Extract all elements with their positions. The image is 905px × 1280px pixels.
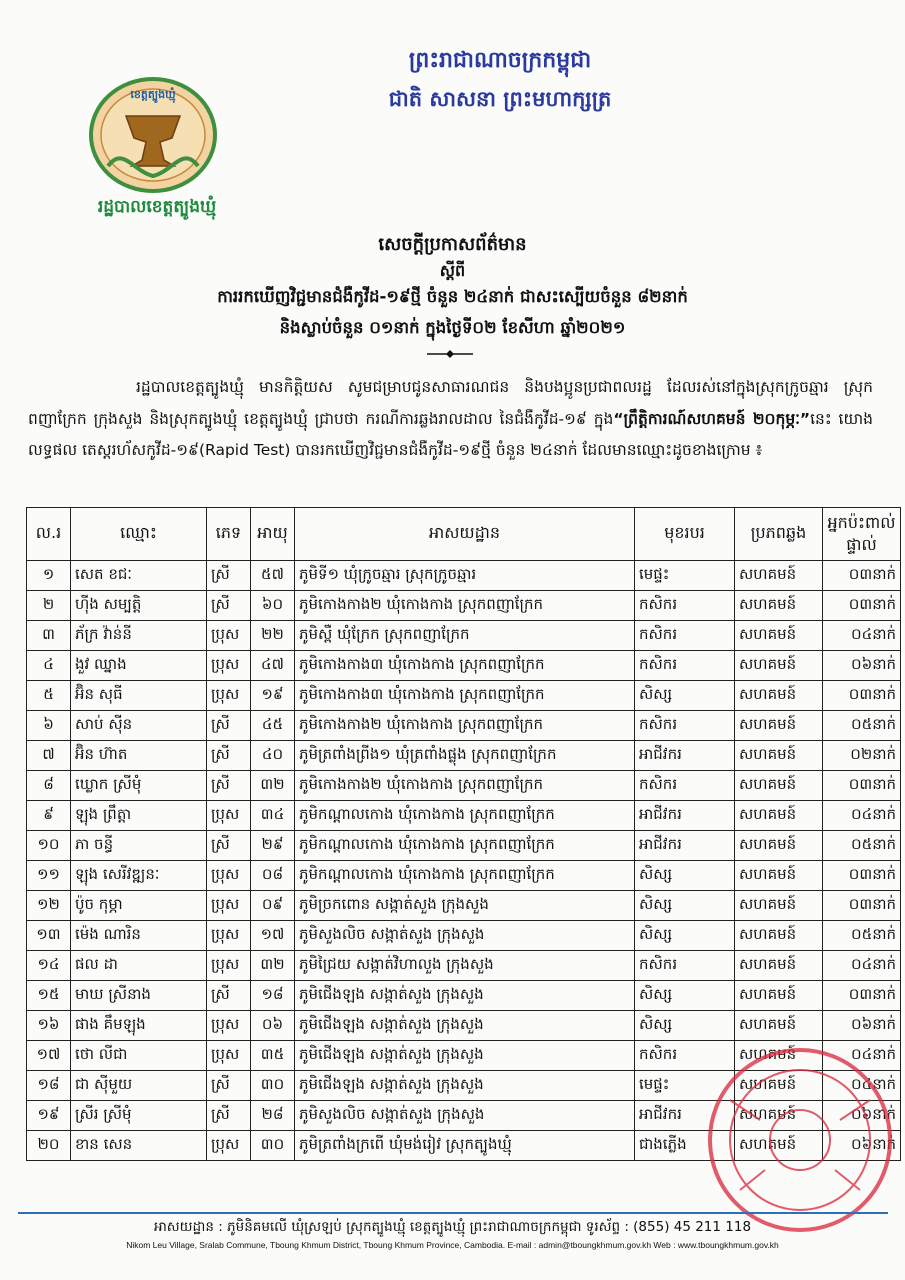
col-address-cell: ភូមិកោងកាង២ ឃុំកោងកាង ស្រុកពញាក្រែក xyxy=(295,591,635,621)
col-address-cell: ភូមិកោងកាង២ ឃុំកោងកាង ស្រុកពញាក្រែក xyxy=(295,771,635,801)
logo-caption: រដ្ឋបាលខេត្តត្បូងឃ្មុំ xyxy=(97,197,217,217)
col-source-cell: សហគមន៍ xyxy=(735,831,823,861)
col-no-cell: ១៤ xyxy=(27,951,71,981)
col-address-cell: ភូមិទី១ ឃុំក្រូចឆ្មារ ស្រុកក្រូចឆ្មារ xyxy=(295,561,635,591)
col-no-cell: ៧ xyxy=(27,741,71,771)
col-occupation-cell: កសិករ xyxy=(635,1041,735,1071)
col-address-cell: ភូមិជើងឡង សង្កាត់សួង ក្រុងសួង xyxy=(295,1071,635,1101)
table-row xyxy=(27,861,901,891)
col-address-cell: ភូមិកណ្តាលកោង ឃុំកោងកាង ស្រុកពញាក្រែក xyxy=(295,861,635,891)
table-row xyxy=(27,921,901,951)
col-age-cell: ១៧ xyxy=(251,921,295,951)
col-age-header: អាយុ xyxy=(251,508,295,561)
col-name-cell: ភ័ក្រ វ៉ាន់នី xyxy=(71,621,207,651)
col-sex-cell: ប្រុស xyxy=(207,951,251,981)
para-bold: “ព្រឹត្តិការណ៍សហគមន៍ ២០កុម្ភៈ” xyxy=(613,409,811,428)
col-address-cell: ភូមិជើងឡង សង្កាត់សួង ក្រុងសួង xyxy=(295,1041,635,1071)
col-no-cell: ២០ xyxy=(27,1131,71,1161)
col-source-cell: សហគមន៍ xyxy=(735,1011,823,1041)
col-age-cell: ៣២ xyxy=(251,951,295,981)
table-row xyxy=(27,711,901,741)
col-occupation-cell: សិស្ស xyxy=(635,681,735,711)
col-contacts-cell: ០២នាក់ xyxy=(823,741,901,771)
col-age-cell: ០៩ xyxy=(251,891,295,921)
col-occupation-cell: មេផ្ទះ xyxy=(635,561,735,591)
col-age-cell: ៣៤ xyxy=(251,801,295,831)
col-age-cell: ២៨ xyxy=(251,1101,295,1131)
col-sex-cell: ស្រី xyxy=(207,981,251,1011)
table-row xyxy=(27,591,901,621)
col-no-cell: ៦ xyxy=(27,711,71,741)
col-contacts-cell: ០៥នាក់ xyxy=(823,921,901,951)
col-sex-cell: ប្រុស xyxy=(207,681,251,711)
col-contacts-cell: ០៤នាក់ xyxy=(823,621,901,651)
col-source-cell: សហគមន៍ xyxy=(735,861,823,891)
intro-paragraph xyxy=(28,372,873,467)
col-no-cell: ១០ xyxy=(27,831,71,861)
col-no-header: ល.រ xyxy=(27,508,71,561)
col-age-cell: ៣០ xyxy=(251,1131,295,1161)
col-name-cell: ងួវ ឈ្នាង xyxy=(71,651,207,681)
col-occupation-cell: សិស្ស xyxy=(635,861,735,891)
col-contacts-cell: ០៣នាក់ xyxy=(823,981,901,1011)
col-age-cell: ០៨ xyxy=(251,861,295,891)
col-source-cell: សហគមន៍ xyxy=(735,1101,823,1131)
col-occupation-cell: កសិករ xyxy=(635,621,735,651)
col-address-cell: ភូមិកោងកាង៣ ឃុំកោងកាង ស្រុកពញាក្រែក xyxy=(295,681,635,711)
col-source-cell: សហគមន៍ xyxy=(735,561,823,591)
col-address-cell: ភូមិកណ្តាលកោង ឃុំកោងកាង ស្រុកពញាក្រែក xyxy=(295,801,635,831)
col-no-cell: ១១ xyxy=(27,861,71,891)
col-source-cell: សហគមន៍ xyxy=(735,891,823,921)
col-source-cell: សហគមន៍ xyxy=(735,621,823,651)
col-no-cell: ៩ xyxy=(27,801,71,831)
col-occupation-cell: សិស្ស xyxy=(635,921,735,951)
col-contacts-cell: ០៦នាក់ xyxy=(823,651,901,681)
col-contacts-cell: ០៤នាក់ xyxy=(823,1071,901,1101)
col-name-cell: សេត ខជៈ xyxy=(71,561,207,591)
col-contacts-cell: ០៤នាក់ xyxy=(823,951,901,981)
col-occupation-cell: អាជីវករ xyxy=(635,801,735,831)
col-age-cell: ៤៥ xyxy=(251,711,295,741)
col-address-cell: ភូមិជើងឡង សង្កាត់សួង ក្រុងសួង xyxy=(295,981,635,1011)
col-sex-cell: ស្រី xyxy=(207,741,251,771)
col-sex-cell: ប្រុស xyxy=(207,921,251,951)
col-occupation-cell: កសិករ xyxy=(635,651,735,681)
col-sex-cell: ប្រុស xyxy=(207,651,251,681)
col-name-cell: ប៉ូច កុម្ភា xyxy=(71,891,207,921)
col-source-cell: សហគមន៍ xyxy=(735,711,823,741)
col-sex-cell: ស្រី xyxy=(207,1071,251,1101)
col-occupation-cell: អាជីវករ xyxy=(635,1101,735,1131)
col-age-cell: ១៨ xyxy=(251,981,295,1011)
col-source-cell: សហគមន៍ xyxy=(735,1131,823,1161)
col-contacts-cell: ០៣នាក់ xyxy=(823,891,901,921)
col-no-cell: ៥ xyxy=(27,681,71,711)
col-contacts-cell: ០៥នាក់ xyxy=(823,831,901,861)
col-contacts-cell: ០៥នាក់ xyxy=(823,711,901,741)
col-occupation-cell: កសិករ xyxy=(635,951,735,981)
col-source-cell: សហគមន៍ xyxy=(735,681,823,711)
col-no-cell: ២ xyxy=(27,591,71,621)
col-source-cell: សហគមន៍ xyxy=(735,981,823,1011)
col-name-cell: សាប់ ស៊ីន xyxy=(71,711,207,741)
col-name-cell: ឡុង សេរីវឌ្ឍនៈ xyxy=(71,861,207,891)
table-header-row xyxy=(27,508,901,561)
col-age-cell: ៣២ xyxy=(251,771,295,801)
col-contacts-cell: ០៣នាក់ xyxy=(823,771,901,801)
col-no-cell: ៤ xyxy=(27,651,71,681)
col-address-cell: ភូមិច្រកពោន សង្កាត់សួង ក្រុងសួង xyxy=(295,891,635,921)
col-name-cell: ផល ដា xyxy=(71,951,207,981)
col-occupation-cell: កសិករ xyxy=(635,711,735,741)
col-name-cell: ឡុង ព្រឹត្តា xyxy=(71,801,207,831)
col-age-cell: ៣៥ xyxy=(251,1041,295,1071)
col-source-cell: សហគមន៍ xyxy=(735,771,823,801)
col-address-cell: ភូមិស្ពឺ ឃុំក្រែក ស្រុកពញាក្រែក xyxy=(295,621,635,651)
announcement-subtitle: ស្ដីពី xyxy=(439,261,466,280)
official-stamp xyxy=(700,1040,900,1240)
col-occupation-cell: សិស្ស xyxy=(635,891,735,921)
col-name-cell: ភា ចន្ធី xyxy=(71,831,207,861)
table-row xyxy=(27,771,901,801)
col-name-cell: ផាង គឹមឡុង xyxy=(71,1011,207,1041)
col-occupation-cell: ជាងភ្លើង xyxy=(635,1131,735,1161)
col-occupation-header: មុខរបរ xyxy=(635,508,735,561)
col-age-cell: ២២ xyxy=(251,621,295,651)
col-contacts-cell: ០៦នាក់ xyxy=(823,1101,901,1131)
col-age-cell: ៥៧ xyxy=(251,561,295,591)
kingdom-title: ព្រះរាជាណាចក្រកម្ពុជា xyxy=(408,48,592,73)
col-age-cell: ៣០ xyxy=(251,1071,295,1101)
col-occupation-cell: កសិករ xyxy=(635,771,735,801)
logo-text: ខេត្តត្បូងឃ្មុំ xyxy=(130,88,176,101)
col-source-cell: សហគមន៍ xyxy=(735,1041,823,1071)
col-sex-cell: ស្រី xyxy=(207,591,251,621)
col-address-header: អាសយដ្ឋាន xyxy=(295,508,635,561)
col-no-cell: ១៣ xyxy=(27,921,71,951)
col-no-cell: ១៦ xyxy=(27,1011,71,1041)
col-occupation-cell: អាជីវករ xyxy=(635,741,735,771)
col-source-cell: សហគមន៍ xyxy=(735,951,823,981)
col-no-cell: ១៥ xyxy=(27,981,71,1011)
col-sex-header: ភេទ xyxy=(207,508,251,561)
col-address-cell: ភូមិកោងកាង៣ ឃុំកោងកាង ស្រុកពញាក្រែក xyxy=(295,651,635,681)
col-name-cell: ម៉េង ណារិន xyxy=(71,921,207,951)
col-sex-cell: ស្រី xyxy=(207,831,251,861)
col-address-cell: ភូមិសួងលិច សង្កាត់សួង ក្រុងសួង xyxy=(295,921,635,951)
footer-divider xyxy=(18,1212,888,1214)
col-address-cell: ភូមិត្រពាំងព្រីង១ ឃុំត្រពាំងផ្លុង ស្រុកពញាក្រែក xyxy=(295,741,635,771)
col-sex-cell: ប្រុស xyxy=(207,621,251,651)
col-name-cell: ឃ្លោក ស្រីមុំ xyxy=(71,771,207,801)
col-sex-cell: ប្រុស xyxy=(207,861,251,891)
announcement-headline-2: និងស្លាប់ចំនួន ០១នាក់ ក្នុងថ្ងៃទី០២ ខែសីហា ឆ្នាំ២០២១ xyxy=(279,318,626,337)
table-row xyxy=(27,891,901,921)
col-name-cell: ហ៊ីង សម្បត្តិ xyxy=(71,591,207,621)
col-occupation-cell: មេផ្ទះ xyxy=(635,1071,735,1101)
col-sex-cell: ប្រុស xyxy=(207,1131,251,1161)
table-row xyxy=(27,801,901,831)
col-address-cell: ភូមិកណ្តាលកោង ឃុំកោងកាង ស្រុកពញាក្រែក xyxy=(295,831,635,861)
col-name-cell: ខាន សេន xyxy=(71,1131,207,1161)
col-source-cell: សហគមន៍ xyxy=(735,651,823,681)
col-no-cell: ១៩ xyxy=(27,1101,71,1131)
table-row xyxy=(27,831,901,861)
col-address-cell: ភូមិជ្រៃយ សង្កាត់វិហាលួង ក្រុងសួង xyxy=(295,951,635,981)
footer-address-english: Nikom Leu Village, Sralab Commune, Tboung Khmum District, Tboung Khmum Province, Cambodia. E-mail : admin@tboungkhmum.gov.kh Web : www.tboungkhmum.gov.kh xyxy=(126,1240,779,1250)
motto: ជាតិ សាសនា ព្រះមហាក្សត្រ xyxy=(388,87,612,111)
col-contacts-cell: ០៣នាក់ xyxy=(823,861,901,891)
table-row xyxy=(27,651,901,681)
col-address-cell: ភូមិសួងលិច សង្កាត់សួង ក្រុងសួង xyxy=(295,1101,635,1131)
col-no-cell: ៨ xyxy=(27,771,71,801)
col-name-cell: ថោ លីជា xyxy=(71,1041,207,1071)
announcement-title: សេចក្ដីប្រកាសព័ត៌មាន xyxy=(378,234,527,255)
col-sex-cell: ប្រុស xyxy=(207,1011,251,1041)
col-sex-cell: ស្រី xyxy=(207,1101,251,1131)
col-no-cell: ១៧ xyxy=(27,1041,71,1071)
col-source-cell: សហគមន៍ xyxy=(735,741,823,771)
footer-address-khmer: អាសយដ្ឋាន : ភូមិនិគមលើ ឃុំស្រឡប់ ស្រុកត្បូងឃ្មុំ ខេត្តត្បូងឃ្មុំ ព្រះរាជាណាចក្រកម្ពុជា ទូរស័ព្ទ : (855) 45 211 118 xyxy=(153,1219,752,1235)
col-source-header: ប្រភពឆ្លង xyxy=(735,508,823,561)
col-name-cell: ស្រីរ ស្រីមុំ xyxy=(71,1101,207,1131)
table-row xyxy=(27,561,901,591)
col-name-cell: ជា ស៊ីមួយ xyxy=(71,1071,207,1101)
col-age-cell: ៤០ xyxy=(251,741,295,771)
col-contacts-cell: ០៣នាក់ xyxy=(823,591,901,621)
col-age-cell: ១៩ xyxy=(251,681,295,711)
col-age-cell: ០៦ xyxy=(251,1011,295,1041)
para-part2: នេះ យោងលទ្ធផល តេស្តរហ័សកូវីដ-១៩(Rapid Test) បានរកឃើញវិជ្ជមានជំងឺកូវីដ-១៩ថ្មី ចំនួន ២៤នាក់ ដែលមានឈ្មោះដូចខាងក្រោម ៖ xyxy=(28,409,873,459)
col-no-cell: ៣ xyxy=(27,621,71,651)
col-source-cell: សហគមន៍ xyxy=(735,921,823,951)
col-sex-cell: ស្រី xyxy=(207,771,251,801)
col-occupation-cell: អាជីវករ xyxy=(635,831,735,861)
col-age-cell: ២៩ xyxy=(251,831,295,861)
col-sex-cell: ប្រុស xyxy=(207,1041,251,1071)
col-address-cell: ភូមិជើងឡង សង្កាត់សួង ក្រុងសួង xyxy=(295,1011,635,1041)
col-sex-cell: ប្រុស xyxy=(207,801,251,831)
table-row xyxy=(27,681,901,711)
col-occupation-cell: កសិករ xyxy=(635,591,735,621)
col-name-cell: អ៊ិន សុធី xyxy=(71,681,207,711)
col-address-cell: ភូមិកោងកាង២ ឃុំកោងកាង ស្រុកពញាក្រែក xyxy=(295,711,635,741)
table-row xyxy=(27,1011,901,1041)
col-sex-cell: ប្រុស xyxy=(207,891,251,921)
col-occupation-cell: សិស្ស xyxy=(635,981,735,1011)
ornament-divider xyxy=(425,349,475,359)
col-source-cell: សហគមន៍ xyxy=(735,801,823,831)
col-address-cell: ភូមិត្រពាំងក្រពើ ឃុំមង់រៀវ ស្រុកត្បូងឃ្មុំ xyxy=(295,1131,635,1161)
col-contacts-header: អ្នកប៉ះពាល់ផ្ទាល់ xyxy=(823,508,901,561)
col-age-cell: ៤៧ xyxy=(251,651,295,681)
col-source-cell: សហគមន៍ xyxy=(735,1071,823,1101)
table-row xyxy=(27,981,901,1011)
col-source-cell: សហគមន៍ xyxy=(735,591,823,621)
col-name-header: ឈ្មោះ xyxy=(71,508,207,561)
col-no-cell: ១ xyxy=(27,561,71,591)
table-row xyxy=(27,951,901,981)
para-part1: រដ្ឋបាលខេត្តត្បូងឃ្មុំ មានកិត្តិយស សូមជម្រាបជូនសាធារណជន និងបងប្អូនប្រជាពលរដ្ឋ ដែលរស់នៅក្នុងស្រុកក្រូចឆ្មារ ស្រុកពញាក្រែក ក្រុងសួង និងស្រុកត្បូងឃ្មុំ ខេត្តត្បូងឃ្មុំ ជ្រាបថា ករណីការឆ្លងរាលដាល នៃជំងឺកូវីដ-១៩ ក្នុង xyxy=(28,378,873,428)
col-occupation-cell: សិស្ស xyxy=(635,1011,735,1041)
col-no-cell: ១២ xyxy=(27,891,71,921)
table-row xyxy=(27,741,901,771)
col-contacts-cell: ០៣នាក់ xyxy=(823,681,901,711)
col-contacts-cell: ០៦នាក់ xyxy=(823,1011,901,1041)
table-row xyxy=(27,621,901,651)
col-name-cell: មាឃ ស្រីនាង xyxy=(71,981,207,1011)
announcement-headline: ការរកឃើញវិជ្ជមានជំងឺកូវីដ-១៩ថ្មី ចំនួន ២៤នាក់ ជាសះស្បើយចំនួន ៨២នាក់ xyxy=(217,287,688,306)
provincial-logo xyxy=(88,76,218,194)
col-contacts-cell: ០៣នាក់ xyxy=(823,561,901,591)
col-contacts-cell: ០៤នាក់ xyxy=(823,801,901,831)
col-contacts-cell: ០៤នាក់ xyxy=(823,1041,901,1071)
col-no-cell: ១៨ xyxy=(27,1071,71,1101)
col-name-cell: អ៊ិន ហ៊ាត xyxy=(71,741,207,771)
col-sex-cell: ស្រី xyxy=(207,711,251,741)
col-age-cell: ៦០ xyxy=(251,591,295,621)
col-sex-cell: ស្រី xyxy=(207,561,251,591)
col-contacts-cell: ០៦នាក់ xyxy=(823,1131,901,1161)
